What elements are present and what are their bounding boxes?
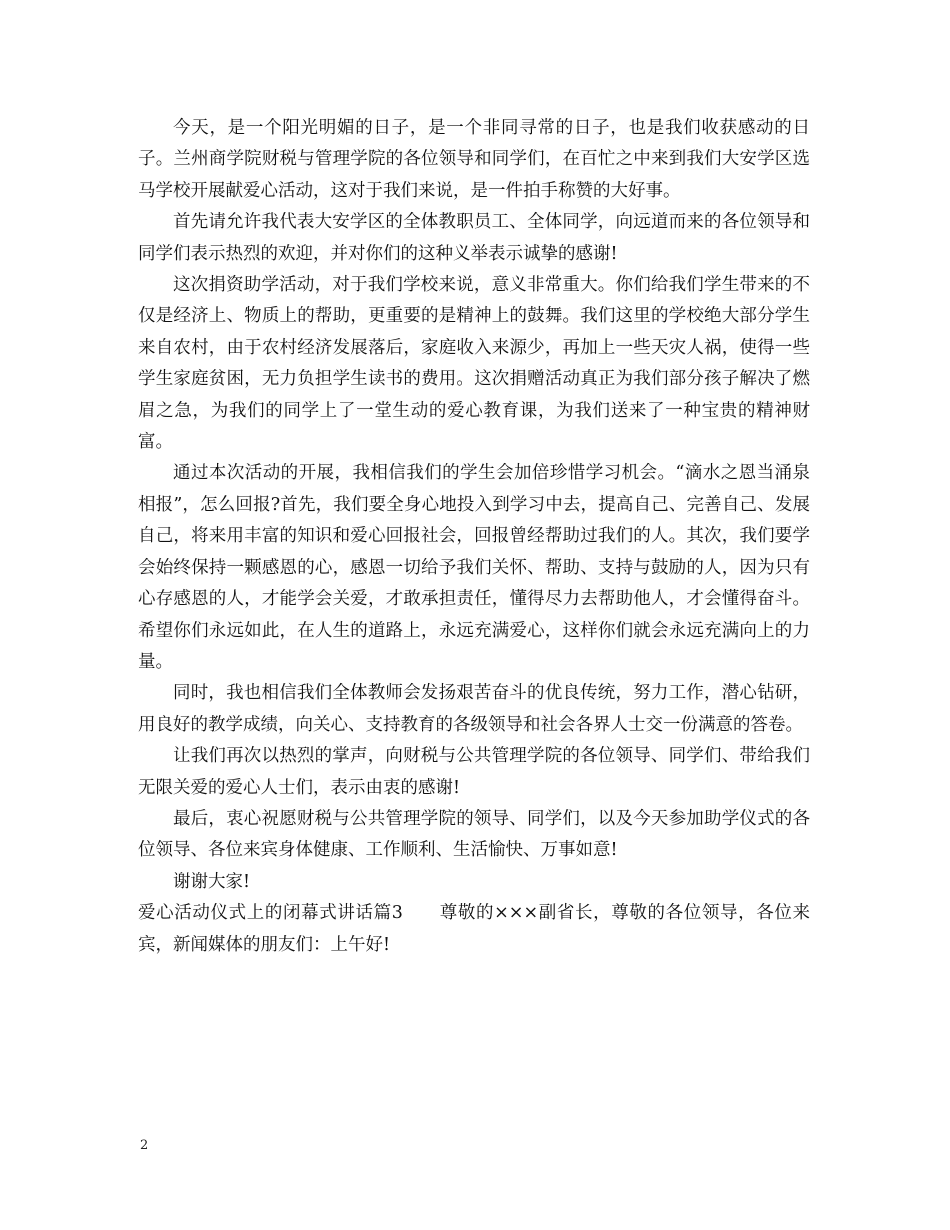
paragraph-2: 首先请允许我代表大安学区的全体教职员工、全体同学，向远道而来的各位领导和同学们表示热烈的欢迎，并对你们的这种义举表示诚挚的感谢! (138, 212, 810, 264)
paragraph-3: 这次捐资助学活动，对于我们学校来说，意义非常重大。你们给我们学生带来的不仅是经济上、物质上的帮助，更重要的是精神上的鼓舞。我们这里的学校绝大部分学生来自农村，由于农村经济发展落后，家庭收入来源少，再加上一些天灾人祸，使得一些学生家庭贫困，无力负担学生读书的费用。这次捐赠活动真正为我们部分孩子解决了燃眉之急，为我们的同学上了一堂生动的爱心教育课，为我们送来了一种宝贵的精神财富。 (138, 275, 810, 453)
paragraph-7: 最后，衷心祝愿财税与公共管理学院的领导、同学们，以及今天参加助学仪式的各位领导、各位来宾身体健康、工作顺利、生活愉快、万事如意! (138, 808, 810, 861)
paragraph-5: 同时，我也相信我们全体教师会发扬艰苦奋斗的优良传统，努力工作，潜心钻研，用良好的教学成绩，向关心、支持教育的各级领导和社会各界人士交一份满意的答卷。 (138, 683, 810, 735)
page-number: 2 (140, 1138, 149, 1153)
paragraph-1: 今天，是一个阳光明媚的日子，是一个非同寻常的日子，也是我们收获感动的日子。兰州商学院财税与管理学院的各位领导和同学们，在百忙之中来到我们大安学区选马学校开展献爱心活动，这对于我们来说，是一件拍手称赞的大好事。 (138, 118, 810, 201)
paragraph-6: 让我们再次以热烈的掌声，向财税与公共管理学院的各位领导、同学们、带给我们无限关爱的爱心人士们，表示由衷的感谢! (138, 746, 810, 798)
document-body (138, 113, 810, 961)
section-heading-paragraph: 爱心活动仪式上的闭幕式讲话篇3 尊敬的×××副省长，尊敬的各位领导，各位来宾，新闻媒体的朋友们：上午好! (138, 903, 810, 955)
paragraph-4: 通过本次活动的开展，我相信我们的学生会加倍珍惜学习机会。“滴水之恩当涌泉相报”，怎么回报?首先，我们要全身心地投入到学习中去，提高自己、完善自己、发展自己，将来用丰富的知识和爱心回报社会，回报曾经帮助过我们的人。其次，我们要学会始终保持一颗感恩的心，感恩一切给予我们关怀、帮助、支持与鼓励的人，因为只有心存感恩的人，才能学会关爱，才敢承担责任，懂得尽力去帮助他人，才会懂得奋斗。希望你们永远如此，在人生的道路上，永远充满爱心，这样你们就会永远充满向上的力量。 (138, 463, 810, 672)
paragraph-thanks: 谢谢大家! (173, 871, 251, 892)
